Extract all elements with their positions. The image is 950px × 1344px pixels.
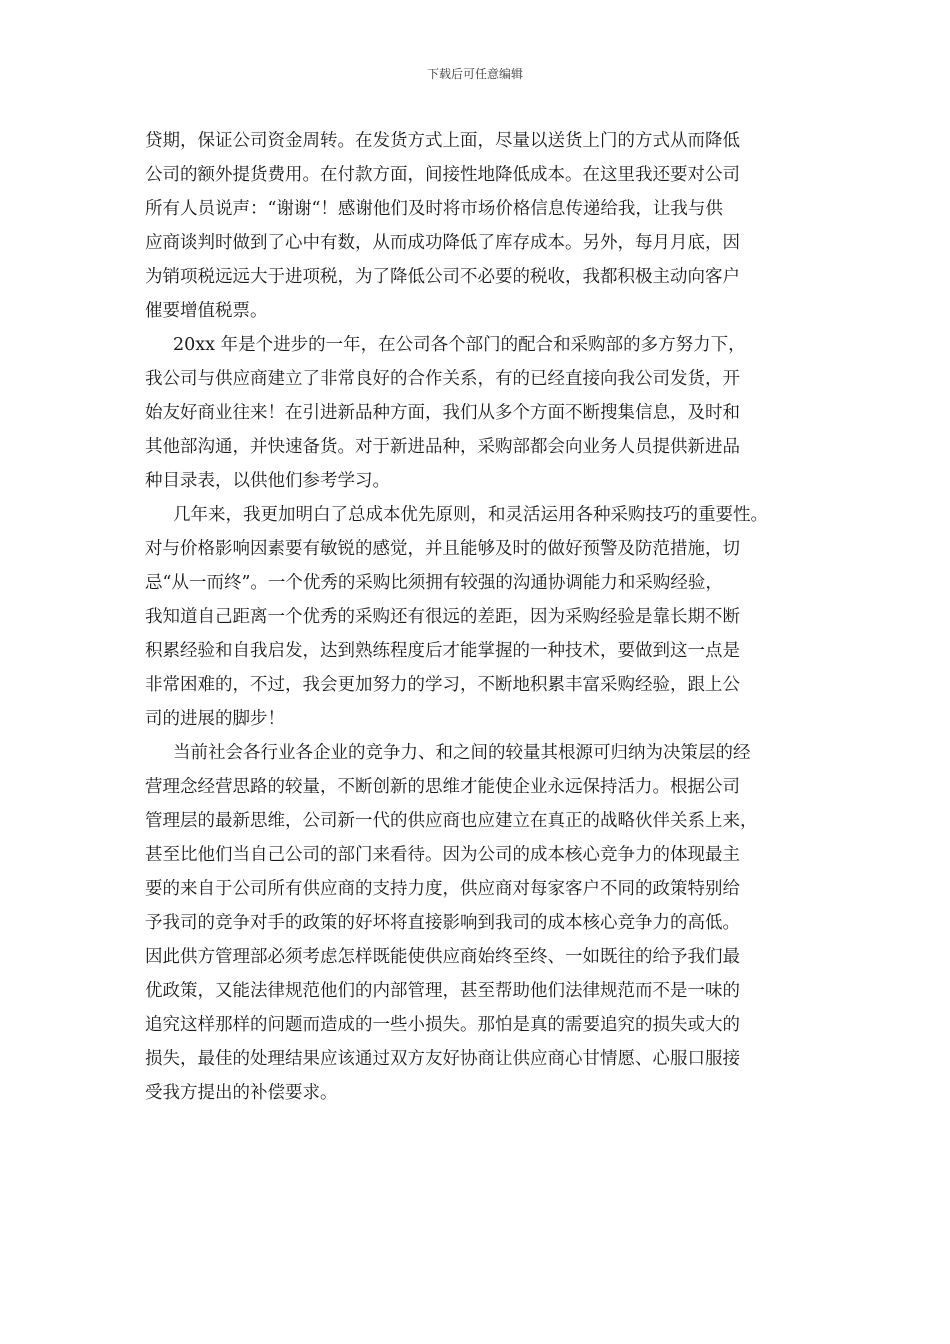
body-line: 20xx 年是个进步的一年，在公司各个部门的配合和采购部的多方努力下， <box>173 335 746 355</box>
body-line: 因此供方管理部必须考虑怎样既能使供应商始终至终、一如既往的给予我们最 <box>145 947 740 967</box>
body-line: 对与价格影响因素要有敏锐的感觉，并且能够及时的做好预警及防范措施，切 <box>145 539 740 559</box>
body-line: 公司的额外提货费用。在付款方面，间接性地降低成本。在这里我还要对公司 <box>145 165 740 185</box>
body-line: 营理念经营思路的较量，不断创新的思维才能使企业永远保持活力。根据公司 <box>145 777 740 797</box>
body-line: 我公司与供应商建立了非常良好的合作关系，有的已经直接向我公司发货，开 <box>145 369 740 389</box>
body-line: 当前社会各行业各企业的竞争力、和之间的较量其根源可归纳为决策层的经 <box>173 743 751 763</box>
body-line: 要的来自于公司所有供应商的支持力度，供应商对每家客户不同的政策特别给 <box>145 879 740 899</box>
body-line: 积累经验和自我启发，达到熟练程度后才能掌握的一种技术，要做到这一点是 <box>145 641 740 661</box>
body-line: 所有人员说声：“谢谢“！感谢他们及时将市场价格信息传递给我，让我与供 <box>145 199 723 219</box>
body-line: 受我方提出的补偿要求。 <box>145 1083 338 1103</box>
body-line: 几年来，我更加明白了总成本优先原则，和灵活运用各种采购技巧的重要性。 <box>173 505 768 525</box>
body-line: 管理层的最新思维，公司新一代的供应商也应建立在真正的战略伙伴关系上来， <box>145 811 758 831</box>
body-line: 应商谈判时做到了心中有数，从而成功降低了库存成本。另外，每月月底，因 <box>145 233 740 253</box>
body-line: 忌“从一而终”。一个优秀的采购比须拥有较强的沟通协调能力和采购经验， <box>145 573 723 593</box>
body-line: 为销项税远远大于进项税，为了降低公司不必要的税收，我都积极主动向客户 <box>145 267 740 287</box>
body-line: 损失，最佳的处理结果应该通过双方友好协商让供应商心甘情愿、心服口服接 <box>145 1049 740 1069</box>
body-line: 甚至比他们当自己公司的部门来看待。因为公司的成本核心竞争力的体现最主 <box>145 845 740 865</box>
body-line: 始友好商业往来！在引进新品种方面，我们从多个方面不断搜集信息，及时和 <box>145 403 740 423</box>
body-line: 我知道自己距离一个优秀的采购还有很远的差距，因为采购经验是靠长期不断 <box>145 607 740 627</box>
body-line: 司的进展的脚步！ <box>145 709 285 729</box>
body-line: 予我司的竞争对手的政策的好坏将直接影响到我司的成本核心竞争力的高低。 <box>145 913 740 933</box>
body-line: 追究这样那样的问题而造成的一些小损失。那怕是真的需要追究的损失或大的 <box>145 1015 740 1035</box>
body-line: 贷期，保证公司资金周转。在发货方式上面，尽量以送货上门的方式从而降低 <box>145 131 740 151</box>
body-line: 优政策，又能法律规范他们的内部管理，甚至帮助他们法律规范而不是一味的 <box>145 981 740 1001</box>
body-line: 其他部沟通，并快速备货。对于新进品种，采购部都会向业务人员提供新进品 <box>145 437 740 457</box>
page-header-note: 下载后可任意编辑 <box>426 67 523 81</box>
body-line: 催要增值税票。 <box>145 301 268 321</box>
body-line: 非常困难的，不过，我会更加努力的学习，不断地积累丰富采购经验，跟上公 <box>145 675 740 695</box>
body-line: 种目录表，以供他们参考学习。 <box>145 471 390 491</box>
